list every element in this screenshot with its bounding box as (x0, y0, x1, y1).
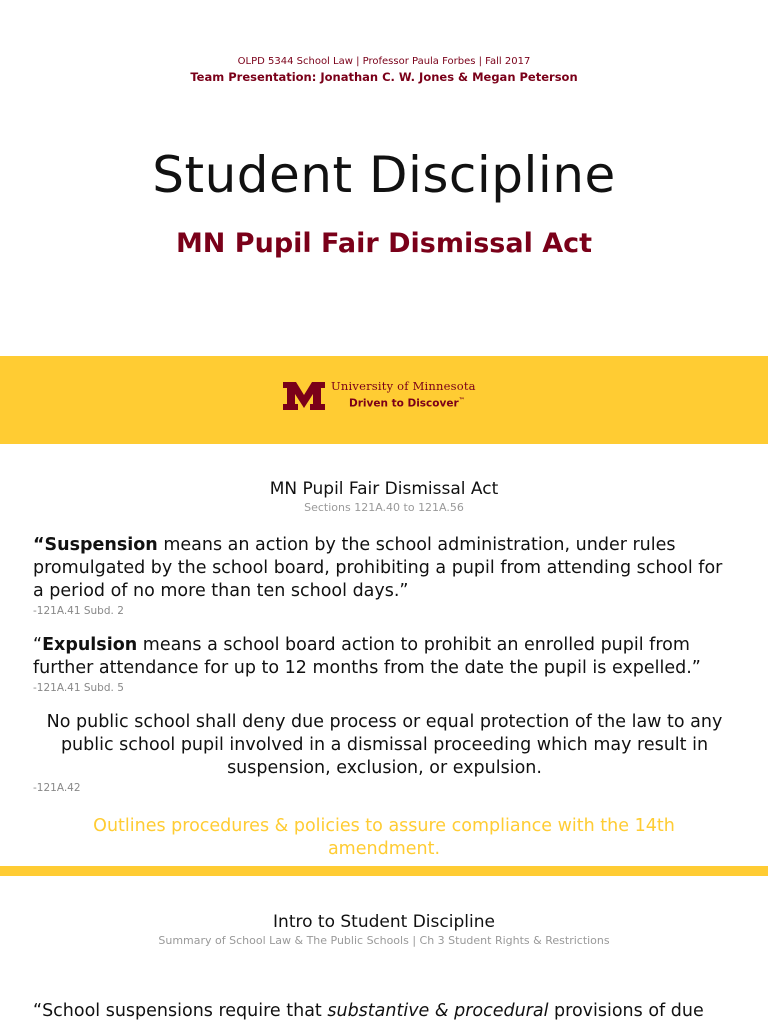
suspension-citation: -121A.41 Subd. 2 (33, 605, 124, 617)
outline-statement: Outlines procedures & policies to assure compliance with the 14th amendment. (93, 816, 675, 859)
university-m-logo-icon (283, 382, 325, 410)
header-meta (0, 55, 768, 85)
page-subtitle: MN Pupil Fair Dismissal Act (175, 228, 593, 259)
section-subtitle-intro: Summary of School Law & The Public Schools | Ch 3 Student Rights & Restrictions (158, 934, 610, 947)
suspension-definition: “Suspension means an action by the school administration, under rules promulgated by the school board, prohibiting a pupil from attending school for a period of no more than ten school days.” (33, 535, 723, 601)
expulsion-definition: “Expulsion means a school board action to prohibit an enrolled pupil from further attendance for up to 12 months from the date the pupil is expelled.” (33, 635, 701, 678)
due-process-citation: -121A.42 (33, 782, 81, 794)
due-process-statement: No public school shall deny due process or equal protection of the law to any public school pupil involved in a dismissal proceeding which may result in suspension, exclusion, or expulsion. (46, 712, 723, 778)
expulsion-citation: -121A.41 Subd. 5 (33, 682, 124, 694)
team-line: Team Presentation: Jonathan C. W. Jones & Megan Peterson (190, 70, 578, 84)
university-banner (0, 356, 768, 444)
section-divider (0, 866, 768, 876)
university-name: University of Minnesota (331, 379, 476, 393)
course-line: OLPD 5344 School Law | Professor Paula Forbes | Fall 2017 (237, 56, 531, 67)
section-subtitle-pfda: Sections 121A.40 to 121A.56 (304, 501, 464, 514)
university-logo (283, 378, 493, 422)
section-title-intro: Intro to Student Discipline (273, 912, 495, 932)
expulsion-term: Expulsion (42, 635, 138, 655)
suspension-term: Suspension (44, 535, 158, 555)
section-title-pfda: MN Pupil Fair Dismissal Act (269, 479, 499, 499)
intro-quote: “School suspensions require that substantive & procedural provisions of due (33, 1001, 704, 1021)
page-title: Student Discipline (152, 146, 616, 204)
university-tagline: Driven to Discover™ (349, 397, 465, 410)
